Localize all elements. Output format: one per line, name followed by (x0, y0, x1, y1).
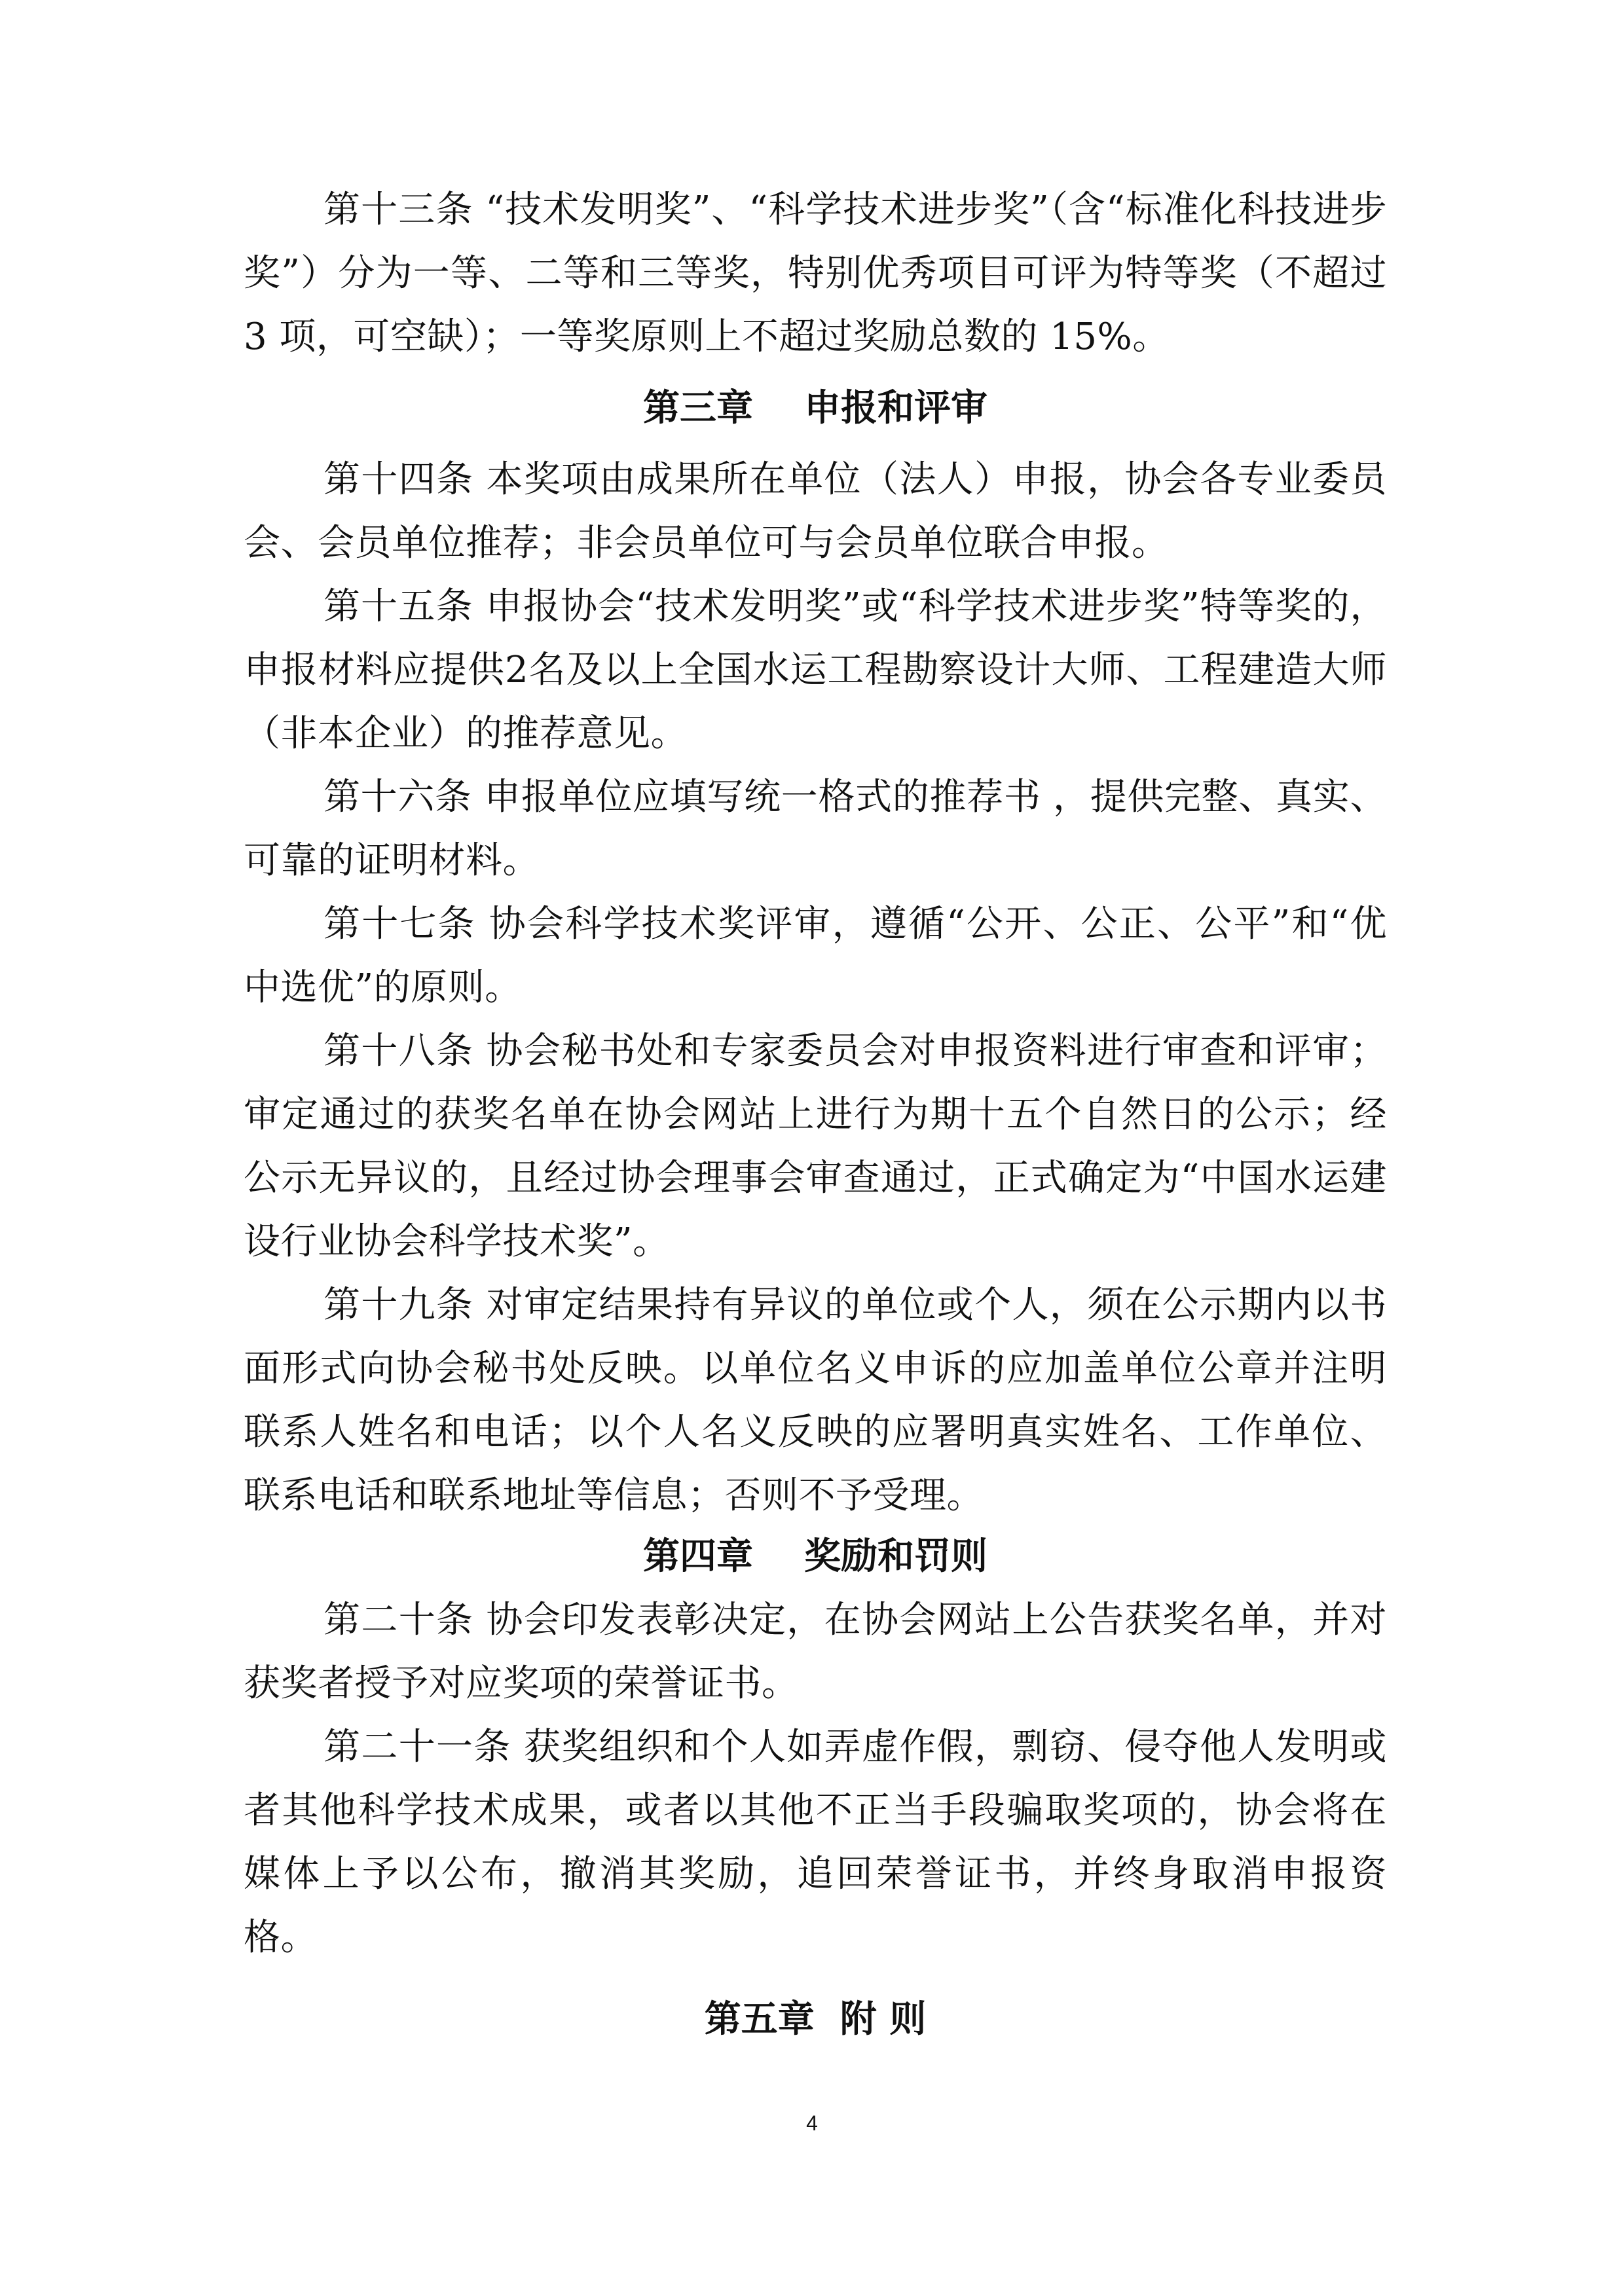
article-18: 第十八条 协会秘书处和专家委员会对申报资料进行审查和评审；审定通过的获奖名单在协会网站上进行为期十五个自然日的公示；经公示无异议的，且经过协会理事会审查通过，正式确定为“中国水运建设行业协会科学技术奖”。 (244, 1030, 1387, 1263)
article-16: 第十六条 申报单位应填写统一格式的推荐书 ，提供完整、真实、可靠的证明材料。 (244, 776, 1387, 882)
article-13: 第十三条 “技术发明奖”、“科学技术进步奖”（含“标准化科技进步奖”）分为一等、二等和三等奖，特别优秀项目可评为特等奖（不超过 3 项，可空缺）；一等奖原则上不超过奖励总数的 15%。 (244, 189, 1387, 358)
article-14: 第十四条 本奖项由成果所在单位（法人）申报，协会各专业委员会、会员单位推荐；非会员单位可与会员单位联合申报。 (244, 458, 1387, 564)
article-15: 第十五条 申报协会“技术发明奖”或“科学技术进步奖”特等奖的，申报材料应提供2名及以上全国水运工程勘察设计大师、工程建造大师（非本企业）的推荐意见。 (244, 585, 1387, 755)
article-19: 第十九条 对审定结果持有异议的单位或个人，须在公示期内以书面形式向协会秘书处反映。以单位名义申诉的应加盖单位公章并注明联系人姓名和电话；以个人名义反映的应署明真实姓名、工作单位、联系电话和联系地址等信息；否则不予受理。 (244, 1284, 1387, 1517)
page-number: 4 (806, 2111, 818, 2135)
article-17: 第十七条 协会科学技术奖评审，遵循“公开、公正、公平”和“优中选优”的原则。 (244, 903, 1387, 1009)
chapter-4-heading: 第四章 奖励和罚则 (643, 1535, 987, 1578)
article-21: 第二十一条 获奖组织和个人如弄虚作假，剽窃、侵夺他人发明或者其他科学技术成果，或者以其他不正当手段骗取奖项的，协会将在媒体上予以公布，撤消其奖励，追回荣誉证书，并终身取消申报资格。 (244, 1726, 1387, 1959)
body-text (244, 178, 1387, 2059)
article-20: 第二十条 协会印发表彰决定，在协会网站上公告获奖名单，并对获奖者授予对应奖项的荣誉证书。 (244, 1599, 1387, 1705)
chapter-3-heading: 第三章 申报和评审 (643, 387, 987, 429)
chapter-5-heading: 第五章 附 则 (704, 1998, 927, 2041)
